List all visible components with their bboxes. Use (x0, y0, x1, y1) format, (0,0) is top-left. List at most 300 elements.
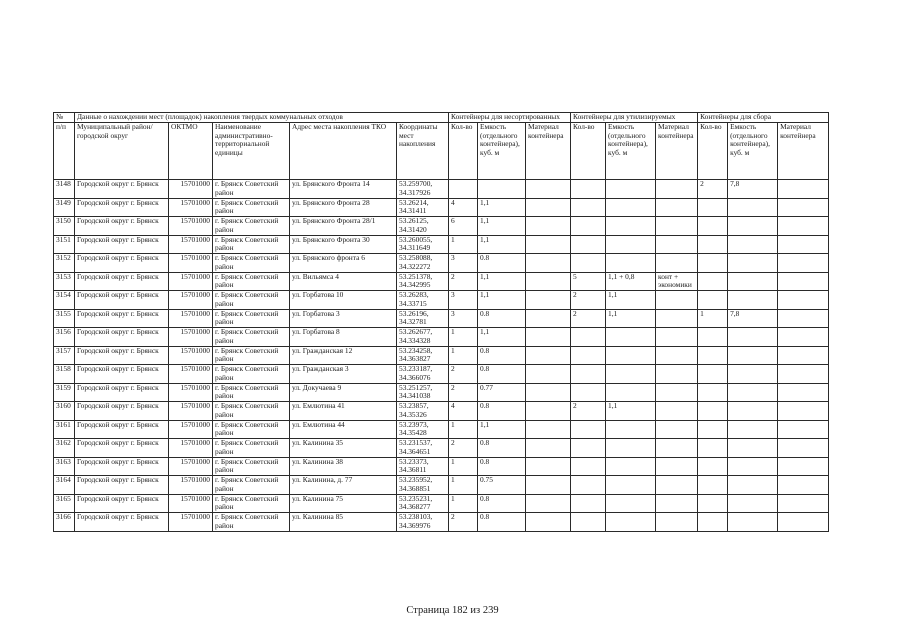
cell-r-count (571, 328, 606, 347)
cell-district: Городской округ г. Брянск (75, 272, 169, 291)
table-row (54, 439, 829, 458)
cell-u-material (526, 383, 571, 402)
cell-r-material (656, 346, 698, 365)
cell-address: ул. Калинина 38 (290, 457, 397, 476)
cell-admin-unit: г. Брянск Советский район (213, 457, 290, 476)
cell-u-count: 3 (449, 254, 478, 273)
cell-r-volume (606, 198, 656, 217)
cell-u-material (526, 439, 571, 458)
cell-coords: 53.23973, 34.35428 (397, 420, 449, 439)
cell-r-material (656, 198, 698, 217)
cell-admin-unit: г. Брянск Советский район (213, 235, 290, 254)
cell-c-count (698, 420, 728, 439)
cell-u-volume: 0.8 (478, 402, 526, 421)
cell-r-material (656, 309, 698, 328)
cell-u-count: 2 (449, 439, 478, 458)
cell-r-material (656, 494, 698, 513)
cell-c-count (698, 198, 728, 217)
cell-oktmo: 15701000 (169, 235, 213, 254)
cell-c-volume (728, 272, 778, 291)
cell-u-volume (478, 180, 526, 199)
cell-district: Городской округ г. Брянск (75, 402, 169, 421)
cell-district: Городской округ г. Брянск (75, 180, 169, 199)
cell-c-material (778, 420, 829, 439)
table-row (54, 513, 829, 532)
cell-num: 3152 (54, 254, 75, 273)
cell-address: ул. Брянского Фронта 14 (290, 180, 397, 199)
cell-u-material (526, 272, 571, 291)
cell-admin-unit: г. Брянск Советский район (213, 198, 290, 217)
table-row (54, 328, 829, 347)
cell-u-count: 2 (449, 513, 478, 532)
cell-c-count (698, 291, 728, 310)
cell-u-volume: 1,1 (478, 291, 526, 310)
cell-c-volume (728, 217, 778, 236)
cell-address: ул. Брянского Фронта 28 (290, 198, 397, 217)
cell-u-count: 1 (449, 420, 478, 439)
cell-c-count (698, 346, 728, 365)
cell-c-volume (728, 402, 778, 421)
cell-c-volume (728, 235, 778, 254)
cell-c-material (778, 476, 829, 495)
cell-c-volume (728, 254, 778, 273)
cell-num: 3148 (54, 180, 75, 199)
cell-coords: 53.262677, 34.334328 (397, 328, 449, 347)
cell-num: 3160 (54, 402, 75, 421)
cell-address: ул. Емлютина 41 (290, 402, 397, 421)
cell-c-count (698, 494, 728, 513)
cell-coords: 53.258088, 34.322272 (397, 254, 449, 273)
cell-r-count (571, 420, 606, 439)
header-location-group: Данные о нахождении мест (площадок) накопления твердых коммунальных отходов (75, 113, 449, 123)
cell-address: ул. Калинина, д. 77 (290, 476, 397, 495)
cell-r-count (571, 346, 606, 365)
cell-coords: 53.233187, 34.366076 (397, 365, 449, 384)
cell-coords: 53.235952, 34.368851 (397, 476, 449, 495)
cell-c-material (778, 235, 829, 254)
cell-r-material (656, 328, 698, 347)
cell-c-material (778, 402, 829, 421)
cell-u-count: 4 (449, 402, 478, 421)
col-header-recyclable-volume: Емкость (отдельного контейнера), куб. м (606, 123, 656, 180)
cell-oktmo: 15701000 (169, 420, 213, 439)
col-header-district: Муниципальный район/городской округ (75, 123, 169, 180)
cell-oktmo: 15701000 (169, 494, 213, 513)
cell-num: 3155 (54, 309, 75, 328)
cell-c-material (778, 198, 829, 217)
cell-admin-unit: г. Брянск Советский район (213, 383, 290, 402)
table-row (54, 494, 829, 513)
table-row (54, 457, 829, 476)
col-header-address: Адрес места накопления ТКО (290, 123, 397, 180)
cell-r-count (571, 254, 606, 273)
cell-num: 3156 (54, 328, 75, 347)
cell-num: 3154 (54, 291, 75, 310)
cell-coords: 53.259700, 34.317926 (397, 180, 449, 199)
cell-c-material (778, 494, 829, 513)
cell-admin-unit: г. Брянск Советский район (213, 328, 290, 347)
table-row (54, 235, 829, 254)
cell-coords: 53.234258, 34.363827 (397, 346, 449, 365)
waste-sites-table (53, 112, 829, 532)
cell-r-volume (606, 513, 656, 532)
cell-c-material (778, 383, 829, 402)
page-number: Страница 182 из 239 (406, 605, 499, 616)
cell-r-count (571, 180, 606, 199)
cell-c-material (778, 309, 829, 328)
cell-district: Городской округ г. Брянск (75, 439, 169, 458)
cell-r-count (571, 198, 606, 217)
col-header-collection-material: Материал контейнера (778, 123, 829, 180)
cell-oktmo: 15701000 (169, 439, 213, 458)
cell-district: Городской округ г. Брянск (75, 383, 169, 402)
cell-c-volume (728, 420, 778, 439)
cell-address: ул. Вильямса 4 (290, 272, 397, 291)
cell-district: Городской округ г. Брянск (75, 513, 169, 532)
cell-u-material (526, 328, 571, 347)
cell-u-material (526, 254, 571, 273)
cell-u-count: 3 (449, 291, 478, 310)
cell-r-material (656, 217, 698, 236)
cell-u-material (526, 494, 571, 513)
cell-c-count (698, 439, 728, 458)
cell-oktmo: 15701000 (169, 180, 213, 199)
cell-u-material (526, 217, 571, 236)
cell-admin-unit: г. Брянск Советский район (213, 494, 290, 513)
cell-address: ул. Горбатова 3 (290, 309, 397, 328)
cell-r-count (571, 476, 606, 495)
col-header-recyclable-material: Материал контейнера (656, 123, 698, 180)
cell-address: ул. Емлютина 44 (290, 420, 397, 439)
cell-address: ул. Калинина 85 (290, 513, 397, 532)
cell-u-volume: 0.8 (478, 309, 526, 328)
cell-district: Городской округ г. Брянск (75, 254, 169, 273)
cell-address: ул. Горбатова 8 (290, 328, 397, 347)
cell-c-count (698, 254, 728, 273)
cell-c-count (698, 217, 728, 236)
cell-r-material (656, 291, 698, 310)
cell-u-volume: 1,1 (478, 198, 526, 217)
cell-oktmo: 15701000 (169, 272, 213, 291)
cell-u-material (526, 476, 571, 495)
cell-r-material (656, 365, 698, 384)
cell-address: ул. Брянского Фронта 30 (290, 235, 397, 254)
col-header-unsorted-count: Кол-во (449, 123, 478, 180)
cell-c-material (778, 457, 829, 476)
cell-c-material (778, 254, 829, 273)
cell-u-material (526, 513, 571, 532)
cell-c-count (698, 383, 728, 402)
cell-r-volume (606, 494, 656, 513)
cell-c-volume (728, 365, 778, 384)
cell-num: 3162 (54, 439, 75, 458)
cell-u-material (526, 420, 571, 439)
cell-coords: 53.26196, 34.32781 (397, 309, 449, 328)
cell-u-volume: 0.8 (478, 365, 526, 384)
cell-u-count: 6 (449, 217, 478, 236)
cell-u-count: 3 (449, 309, 478, 328)
table-row (54, 476, 829, 495)
cell-u-count: 1 (449, 235, 478, 254)
cell-r-material (656, 439, 698, 458)
cell-r-count (571, 365, 606, 384)
cell-u-material (526, 457, 571, 476)
cell-admin-unit: г. Брянск Советский район (213, 217, 290, 236)
cell-u-count: 1 (449, 346, 478, 365)
table-row (54, 402, 829, 421)
cell-coords: 53.26214, 34.31411 (397, 198, 449, 217)
cell-r-material (656, 254, 698, 273)
cell-r-count: 2 (571, 291, 606, 310)
header-collection-group: Контейнеры для сбора (698, 113, 829, 123)
cell-num: 3164 (54, 476, 75, 495)
cell-u-material (526, 180, 571, 199)
cell-district: Городской округ г. Брянск (75, 346, 169, 365)
cell-u-material (526, 346, 571, 365)
cell-c-volume (728, 457, 778, 476)
cell-r-volume: 1,1 + 0,8 (606, 272, 656, 291)
cell-u-volume: 0.8 (478, 346, 526, 365)
cell-c-count (698, 272, 728, 291)
cell-r-count (571, 439, 606, 458)
cell-oktmo: 15701000 (169, 402, 213, 421)
cell-address: ул. Гражданская 3 (290, 365, 397, 384)
cell-r-count: 2 (571, 309, 606, 328)
cell-u-volume: 0.8 (478, 254, 526, 273)
cell-oktmo: 15701000 (169, 457, 213, 476)
cell-r-volume (606, 328, 656, 347)
cell-r-count (571, 494, 606, 513)
col-header-admin-unit: Наименование административно-территориальной единицы (213, 123, 290, 180)
cell-r-count: 2 (571, 402, 606, 421)
cell-u-count: 4 (449, 198, 478, 217)
cell-c-volume (728, 439, 778, 458)
cell-oktmo: 15701000 (169, 383, 213, 402)
cell-r-volume (606, 383, 656, 402)
cell-oktmo: 15701000 (169, 328, 213, 347)
table-row (54, 198, 829, 217)
cell-admin-unit: г. Брянск Советский район (213, 346, 290, 365)
cell-c-volume (728, 383, 778, 402)
cell-u-volume: 0.8 (478, 439, 526, 458)
cell-r-material (656, 180, 698, 199)
col-header-oktmo: ОКТМО (169, 123, 213, 180)
cell-district: Городской округ г. Брянск (75, 235, 169, 254)
cell-c-material (778, 513, 829, 532)
cell-c-volume (728, 346, 778, 365)
cell-address: ул. Брянского Фронта 28/1 (290, 217, 397, 236)
cell-address: ул. Брянского фронта 6 (290, 254, 397, 273)
cell-u-material (526, 198, 571, 217)
cell-num: 3150 (54, 217, 75, 236)
cell-u-material (526, 309, 571, 328)
cell-r-count (571, 513, 606, 532)
cell-r-count (571, 383, 606, 402)
col-header-coords: Координаты мест накопления (397, 123, 449, 180)
cell-num: 3165 (54, 494, 75, 513)
cell-num: 3149 (54, 198, 75, 217)
cell-c-count (698, 513, 728, 532)
cell-r-material (656, 457, 698, 476)
cell-coords: 53.260055, 34.311649 (397, 235, 449, 254)
cell-c-material (778, 346, 829, 365)
cell-c-volume (728, 328, 778, 347)
cell-r-volume: 1,1 (606, 309, 656, 328)
cell-r-count (571, 217, 606, 236)
cell-c-material (778, 180, 829, 199)
table-row (54, 420, 829, 439)
cell-c-count (698, 365, 728, 384)
cell-u-count: 1 (449, 476, 478, 495)
cell-admin-unit: г. Брянск Советский район (213, 365, 290, 384)
cell-r-volume (606, 420, 656, 439)
header-num: № (54, 113, 75, 123)
cell-u-count: 2 (449, 383, 478, 402)
table-row (54, 383, 829, 402)
cell-num: 3151 (54, 235, 75, 254)
cell-num: 3157 (54, 346, 75, 365)
col-header-unsorted-volume: Емкость (отдельного контейнера), куб. м (478, 123, 526, 180)
cell-num: 3163 (54, 457, 75, 476)
cell-r-volume (606, 346, 656, 365)
cell-admin-unit: г. Брянск Советский район (213, 513, 290, 532)
cell-u-material (526, 365, 571, 384)
cell-u-volume: 0.8 (478, 457, 526, 476)
cell-num: 3158 (54, 365, 75, 384)
cell-district: Городской округ г. Брянск (75, 420, 169, 439)
cell-c-count (698, 235, 728, 254)
cell-num: 3159 (54, 383, 75, 402)
cell-u-material (526, 402, 571, 421)
cell-r-count (571, 235, 606, 254)
cell-coords: 53.23857, 34.35326 (397, 402, 449, 421)
cell-c-material (778, 365, 829, 384)
cell-district: Городской округ г. Брянск (75, 328, 169, 347)
cell-r-volume (606, 254, 656, 273)
cell-oktmo: 15701000 (169, 346, 213, 365)
cell-coords: 53.231537, 34.364651 (397, 439, 449, 458)
table-row (54, 309, 829, 328)
col-header-recyclable-count: Кол-во (571, 123, 606, 180)
cell-district: Городской округ г. Брянск (75, 365, 169, 384)
cell-c-volume (728, 513, 778, 532)
cell-admin-unit: г. Брянск Советский район (213, 272, 290, 291)
cell-r-volume: 1,1 (606, 402, 656, 421)
cell-admin-unit: г. Брянск Советский район (213, 439, 290, 458)
cell-num: 3153 (54, 272, 75, 291)
cell-c-material (778, 291, 829, 310)
cell-admin-unit: г. Брянск Советский район (213, 254, 290, 273)
cell-district: Городской округ г. Брянск (75, 291, 169, 310)
cell-c-volume (728, 494, 778, 513)
table-row (54, 217, 829, 236)
group-header-row (54, 113, 829, 123)
cell-coords: 53.26125, 34.31420 (397, 217, 449, 236)
cell-oktmo: 15701000 (169, 513, 213, 532)
cell-district: Городской округ г. Брянск (75, 198, 169, 217)
cell-oktmo: 15701000 (169, 365, 213, 384)
cell-address: ул. Докучаева 9 (290, 383, 397, 402)
cell-u-volume: 1,1 (478, 420, 526, 439)
cell-u-volume: 1,1 (478, 217, 526, 236)
cell-u-material (526, 235, 571, 254)
cell-u-volume: 1,1 (478, 328, 526, 347)
cell-admin-unit: г. Брянск Советский район (213, 476, 290, 495)
cell-r-material (656, 476, 698, 495)
cell-address: ул. Калинина 75 (290, 494, 397, 513)
table-row (54, 254, 829, 273)
cell-r-volume (606, 476, 656, 495)
cell-c-volume: 7,8 (728, 180, 778, 199)
cell-admin-unit: г. Брянск Советский район (213, 402, 290, 421)
cell-c-count (698, 476, 728, 495)
cell-num: 3166 (54, 513, 75, 532)
table-row (54, 365, 829, 384)
col-header-num: п/п (54, 123, 75, 180)
cell-coords: 53.238103, 34.369976 (397, 513, 449, 532)
cell-c-count (698, 402, 728, 421)
cell-u-count: 1 (449, 494, 478, 513)
cell-c-volume (728, 198, 778, 217)
cell-u-volume: 0.75 (478, 476, 526, 495)
header-recyclable-group: Контейнеры для утилизируемых (571, 113, 698, 123)
cell-c-material (778, 439, 829, 458)
cell-admin-unit: г. Брянск Советский район (213, 291, 290, 310)
cell-u-volume: 0.8 (478, 494, 526, 513)
cell-district: Городской округ г. Брянск (75, 217, 169, 236)
cell-address: ул. Калинина 35 (290, 439, 397, 458)
cell-u-volume: 0.77 (478, 383, 526, 402)
cell-oktmo: 15701000 (169, 217, 213, 236)
cell-district: Городской округ г. Брянск (75, 476, 169, 495)
cell-c-count: 1 (698, 309, 728, 328)
cell-district: Городской округ г. Брянск (75, 309, 169, 328)
cell-num: 3161 (54, 420, 75, 439)
cell-coords: 53.26283, 34.33715 (397, 291, 449, 310)
cell-r-volume (606, 439, 656, 458)
cell-u-material (526, 291, 571, 310)
cell-r-material (656, 420, 698, 439)
cell-u-volume: 0.8 (478, 513, 526, 532)
cell-r-material (656, 235, 698, 254)
cell-u-count: 2 (449, 272, 478, 291)
cell-c-volume: 7,8 (728, 309, 778, 328)
table-row (54, 180, 829, 199)
cell-oktmo: 15701000 (169, 309, 213, 328)
cell-r-material (656, 383, 698, 402)
table-row (54, 346, 829, 365)
cell-admin-unit: г. Брянск Советский район (213, 309, 290, 328)
cell-coords: 53.251378, 34.342995 (397, 272, 449, 291)
cell-c-count: 2 (698, 180, 728, 199)
cell-r-volume: 1,1 (606, 291, 656, 310)
cell-c-count (698, 328, 728, 347)
cell-admin-unit: г. Брянск Советский район (213, 180, 290, 199)
col-header-collection-volume: Емкость (отдельного контейнера), куб. м (728, 123, 778, 180)
cell-r-material (656, 513, 698, 532)
cell-r-material (656, 402, 698, 421)
cell-u-count (449, 180, 478, 199)
cell-c-material (778, 272, 829, 291)
table-row (54, 272, 829, 291)
cell-r-volume (606, 235, 656, 254)
table-row (54, 291, 829, 310)
col-header-collection-count: Кол-во (698, 123, 728, 180)
cell-r-volume (606, 180, 656, 199)
cell-c-material (778, 328, 829, 347)
cell-r-volume (606, 457, 656, 476)
cell-coords: 53.235231, 34.368277 (397, 494, 449, 513)
